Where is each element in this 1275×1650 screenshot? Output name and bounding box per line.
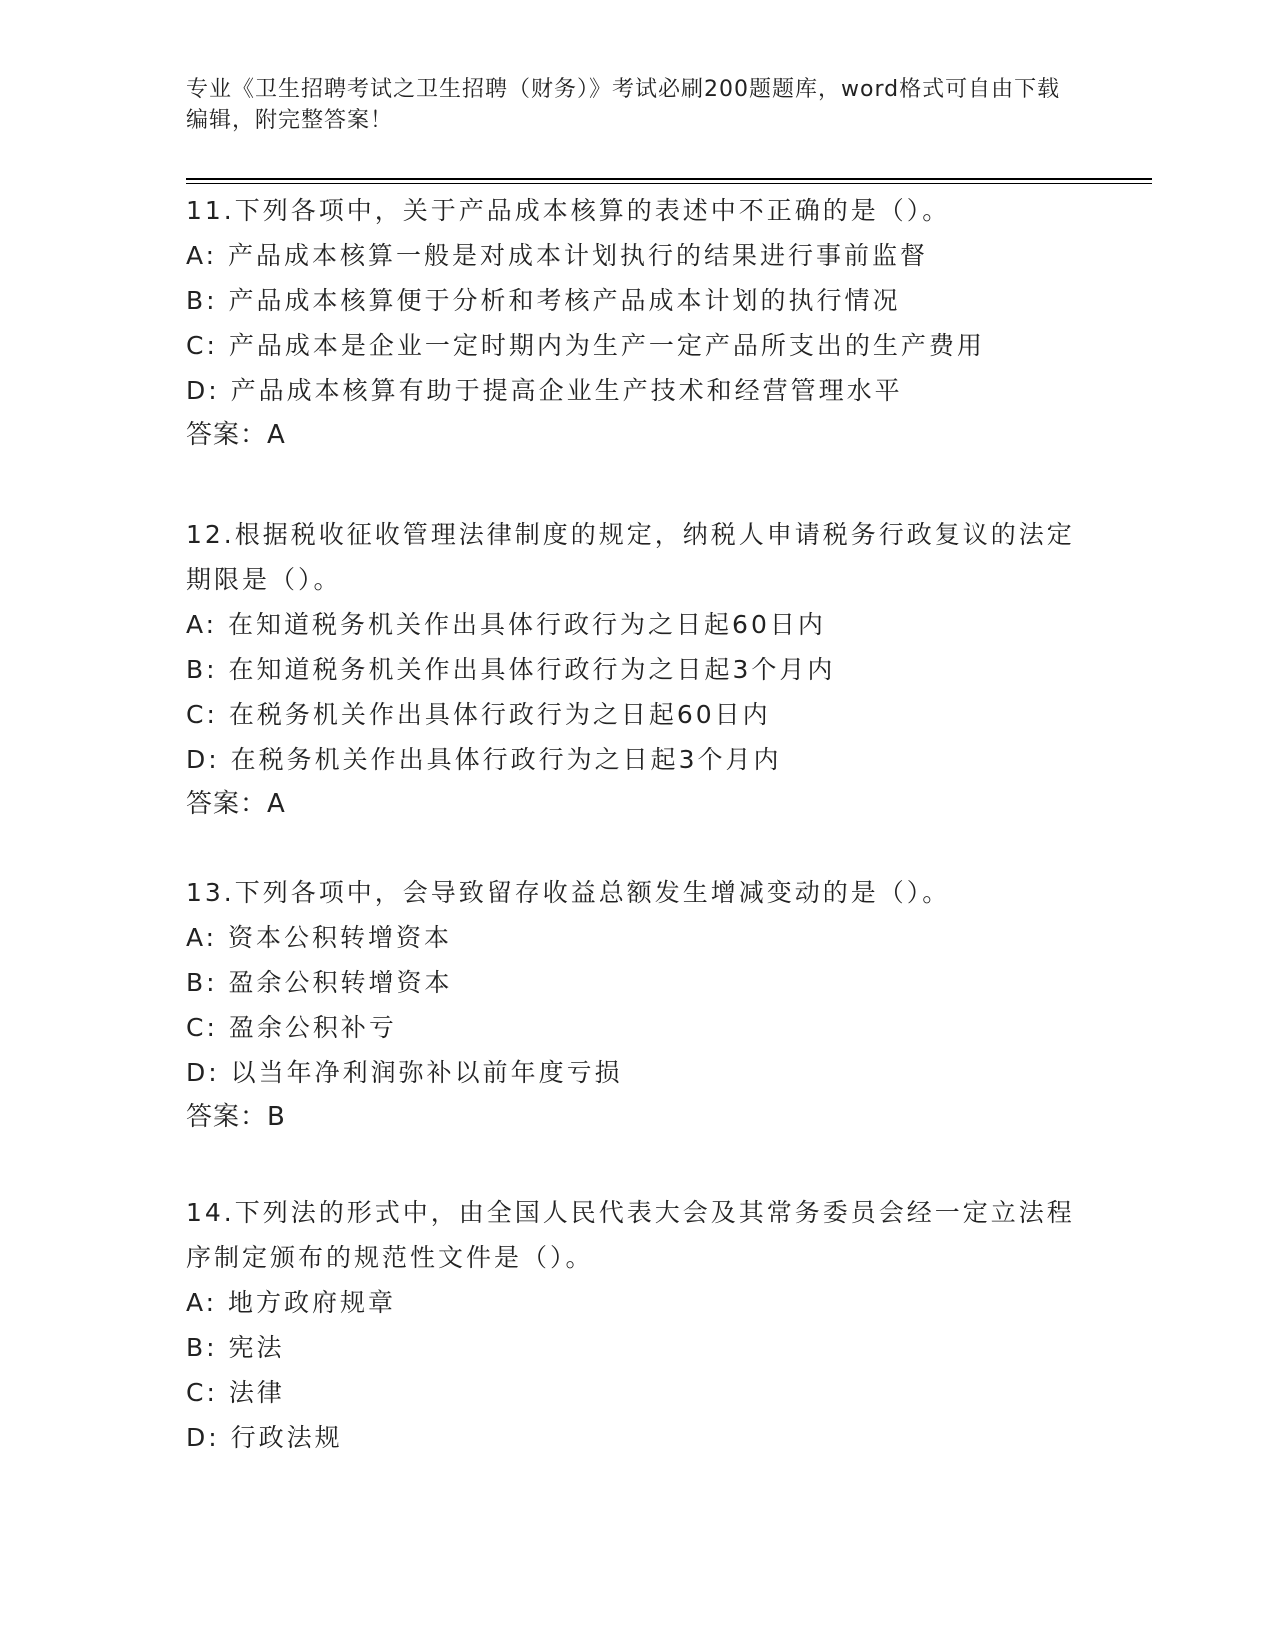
option-c: C: 法律 bbox=[186, 1378, 285, 1407]
question-stem: 11.下列各项中，关于产品成本核算的表述中不正确的是（）。 bbox=[186, 196, 951, 225]
option-b: B: 产品成本核算便于分析和考核产品成本计划的执行情况 bbox=[186, 286, 901, 315]
option-a: A: 产品成本核算一般是对成本计划执行的结果进行事前监督 bbox=[186, 241, 929, 270]
option-c: C: 盈余公积补亏 bbox=[186, 1013, 397, 1042]
option-a: A: 资本公积转增资本 bbox=[186, 923, 453, 952]
option-d: D: 行政法规 bbox=[186, 1423, 343, 1452]
question-stem: 13.下列各项中，会导致留存收益总额发生增减变动的是（）。 bbox=[186, 878, 951, 907]
option-b: B: 宪法 bbox=[186, 1333, 285, 1362]
question-stem: 12.根据税收征收管理法律制度的规定，纳税人申请税务行政复议的法定期限是（）。 bbox=[186, 520, 1075, 594]
option-a: A: 地方政府规章 bbox=[186, 1288, 397, 1317]
answer-line: 答案：A bbox=[186, 789, 286, 819]
answer-line: 答案：B bbox=[186, 1102, 286, 1132]
question-14 bbox=[186, 1190, 1086, 1460]
document-header-note: 专业《卫生招聘考试之卫生招聘（财务）》考试必刷200题题库，word格式可自由下载编辑，附完整答案！ bbox=[186, 77, 1061, 133]
question-11 bbox=[186, 188, 1086, 458]
question-stem: 14.下列法的形式中，由全国人民代表大会及其常务委员会经一定立法程序制定颁布的规范性文件是（）。 bbox=[186, 1198, 1075, 1272]
answer-line: 答案：A bbox=[186, 420, 286, 450]
question-12 bbox=[186, 512, 1086, 827]
option-d: D: 产品成本核算有助于提高企业生产技术和经营管理水平 bbox=[186, 376, 903, 405]
question-13 bbox=[186, 870, 1086, 1140]
option-b: B: 在知道税务机关作出具体行政行为之日起3个月内 bbox=[186, 655, 836, 684]
option-b: B: 盈余公积转增资本 bbox=[186, 968, 453, 997]
option-d: D: 以当年净利润弥补以前年度亏损 bbox=[186, 1058, 623, 1087]
option-c: C: 产品成本是企业一定时期内为生产一定产品所支出的生产费用 bbox=[186, 331, 985, 360]
header-divider-thick bbox=[186, 178, 1152, 180]
header-divider-thin bbox=[186, 183, 1152, 184]
option-c: C: 在税务机关作出具体行政行为之日起60日内 bbox=[186, 700, 771, 729]
option-a: A: 在知道税务机关作出具体行政行为之日起60日内 bbox=[186, 610, 826, 639]
option-d: D: 在税务机关作出具体行政行为之日起3个月内 bbox=[186, 745, 782, 774]
